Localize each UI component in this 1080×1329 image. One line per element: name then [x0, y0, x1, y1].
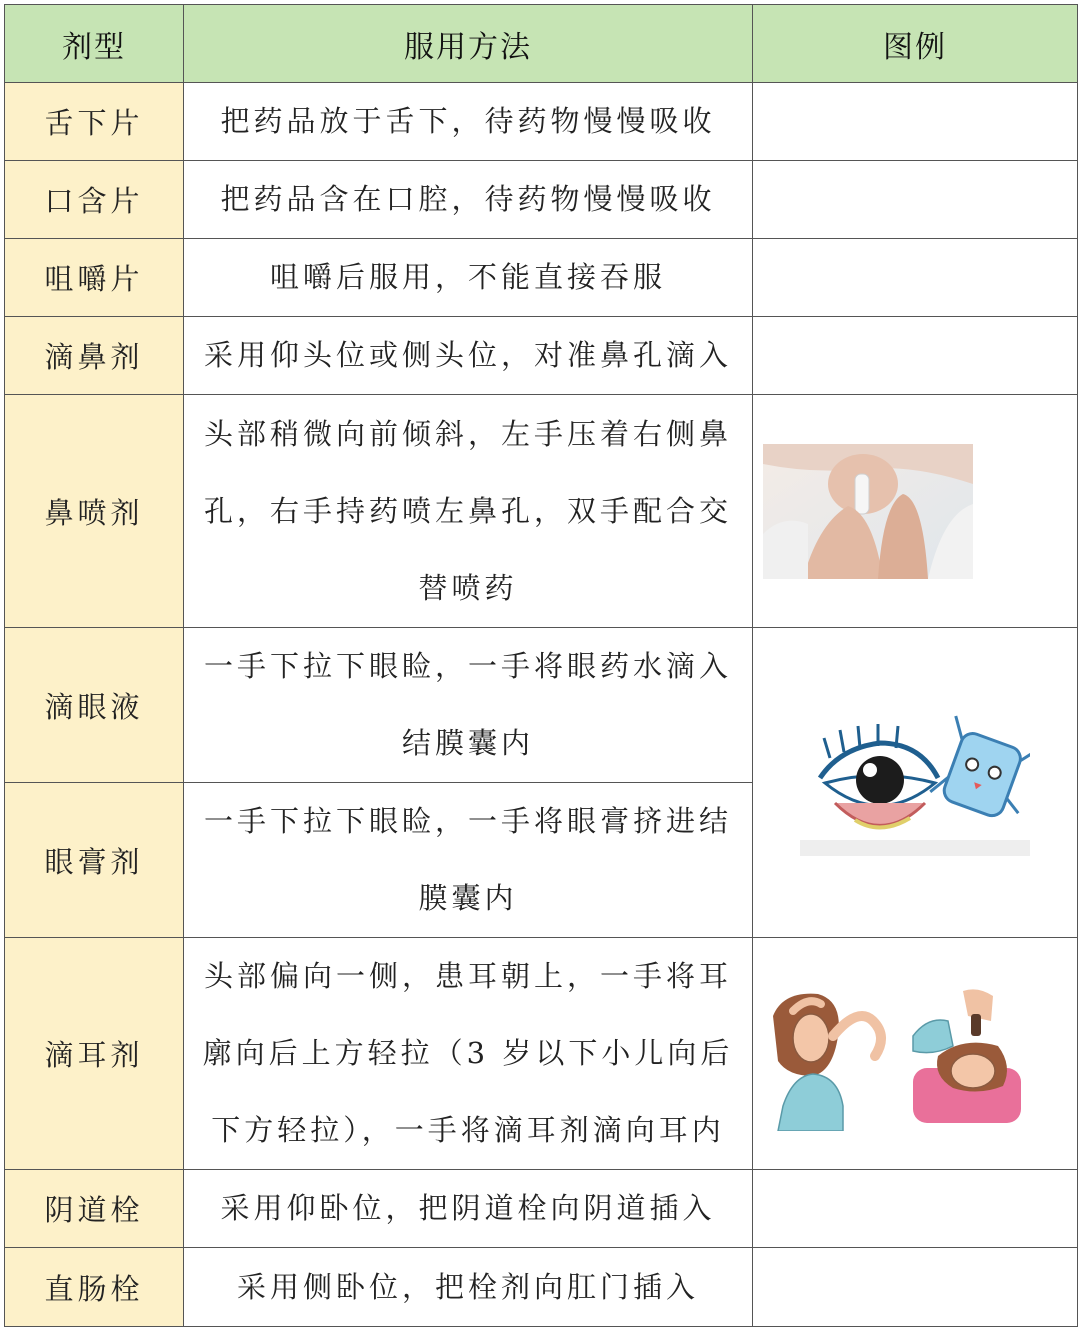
type-cell: 鼻喷剂: [5, 395, 184, 628]
nose-spray-photo: [763, 444, 973, 579]
type-cell: 直肠栓: [5, 1248, 184, 1327]
medication-table: [4, 4, 1078, 1327]
method-cell: 采用仰头位或侧头位，对准鼻孔滴入: [184, 317, 753, 395]
table-row: [5, 628, 1078, 783]
method-cell: 把药品含在口腔，待药物慢慢吸收: [184, 161, 753, 239]
image-cell: [753, 628, 1078, 938]
header-type: 剂型: [5, 5, 184, 83]
ear-drop-illustration: [763, 976, 1021, 1131]
table-row: [5, 83, 1078, 161]
image-cell: [753, 1170, 1078, 1248]
type-cell: 滴眼液: [5, 628, 184, 783]
method-cell: 采用仰卧位，把阴道栓向阴道插入: [184, 1170, 753, 1248]
table-row: [5, 938, 1078, 1170]
table-row: [5, 395, 1078, 628]
image-cell: [753, 161, 1078, 239]
table-row: [5, 161, 1078, 239]
image-cell: [753, 395, 1078, 628]
image-cell: [753, 1248, 1078, 1327]
image-cell: [753, 239, 1078, 317]
type-cell: 口含片: [5, 161, 184, 239]
table-row: [5, 317, 1078, 395]
type-cell: 滴鼻剂: [5, 317, 184, 395]
image-cell: [753, 317, 1078, 395]
type-cell: 舌下片: [5, 83, 184, 161]
table-row: [5, 239, 1078, 317]
eye-drop-illustration: [800, 708, 1030, 858]
type-cell: 咀嚼片: [5, 239, 184, 317]
header-row: [5, 5, 1078, 83]
method-cell: 一手下拉下眼睑，一手将眼膏挤进结膜囊内: [184, 783, 753, 938]
type-cell: 眼膏剂: [5, 783, 184, 938]
table-row: [5, 1248, 1078, 1327]
image-cell: [753, 83, 1078, 161]
header-image: 图例: [753, 5, 1078, 83]
type-cell: 阴道栓: [5, 1170, 184, 1248]
image-cell: [753, 938, 1078, 1170]
method-cell: 咀嚼后服用，不能直接吞服: [184, 239, 753, 317]
method-cell: 一手下拉下眼睑，一手将眼药水滴入结膜囊内: [184, 628, 753, 783]
method-cell: 头部稍微向前倾斜，左手压着右侧鼻孔，右手持药喷左鼻孔，双手配合交替喷药: [184, 395, 753, 628]
method-cell: 把药品放于舌下，待药物慢慢吸收: [184, 83, 753, 161]
method-cell: 头部偏向一侧，患耳朝上，一手将耳廓向后上方轻拉（3 岁以下小儿向后下方轻拉），一手将滴耳剂滴向耳内: [184, 938, 753, 1170]
header-method: 服用方法: [184, 5, 753, 83]
table-row: [5, 1170, 1078, 1248]
type-cell: 滴耳剂: [5, 938, 184, 1170]
method-cell: 采用侧卧位，把栓剂向肛门插入: [184, 1248, 753, 1327]
